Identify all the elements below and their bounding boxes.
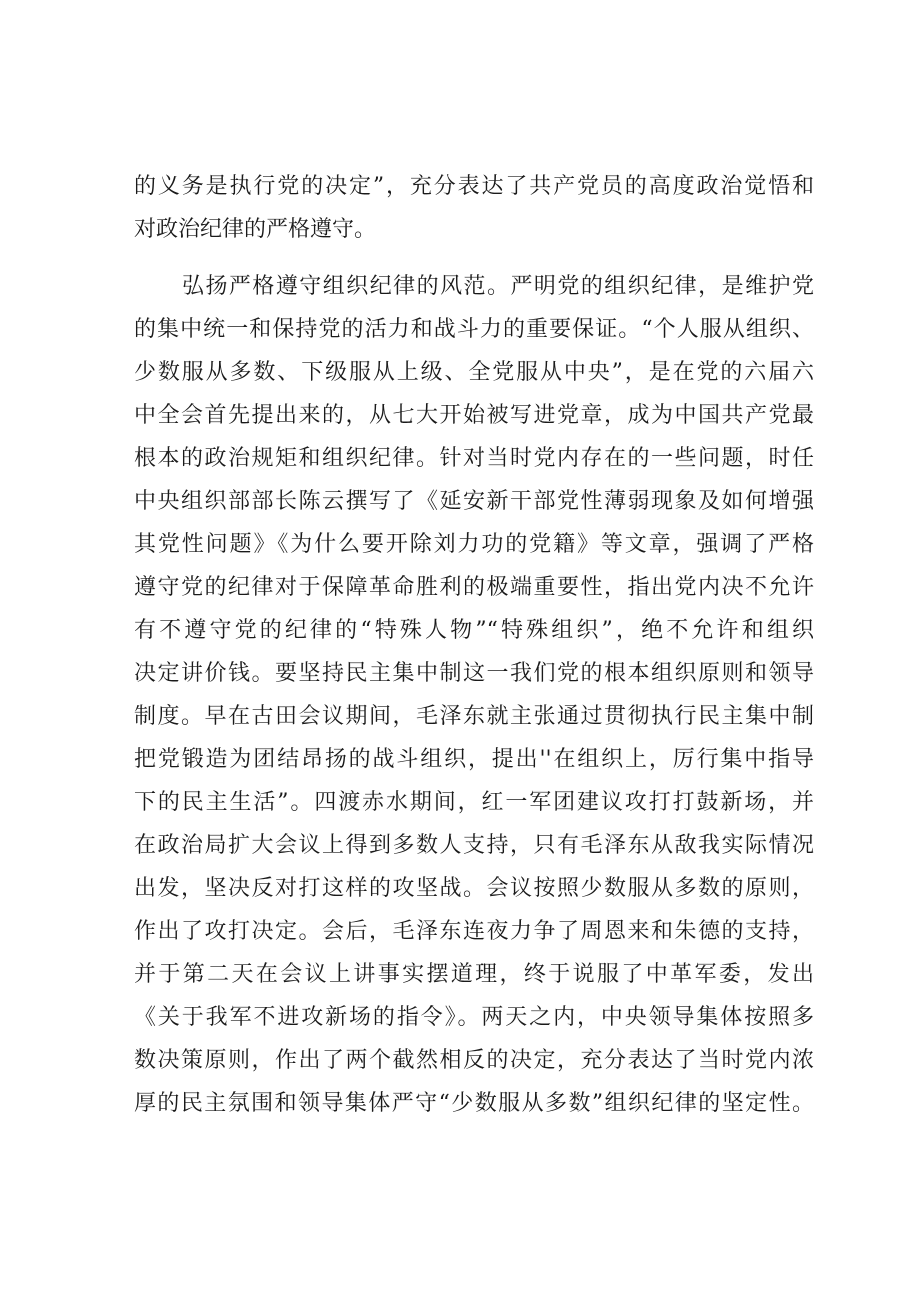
text-line: 在政治局扩大会议上得到多数人支持，只有毛泽东从敌我实际情况	[134, 833, 814, 858]
text-line: 决定讲价钱。要坚持民主集中制这一我们党的根本组织原则和领导	[134, 661, 814, 686]
text-line: 弘扬严格遵守组织纪律的风范。严明党的组织纪律，是维护党	[182, 274, 814, 299]
text-line: 的集中统一和保持党的活力和战斗力的重要保证。“个人服从组织、	[134, 317, 814, 342]
text-line: 数决策原则，作出了两个截然相反的决定，充分表达了当时党内浓	[134, 1048, 814, 1073]
text-line: 并于第二天在会议上讲事实摆道理，终于说服了中革军委，发出	[134, 962, 814, 987]
text-line: 少数服从多数、下级服从上级、全党服从中央”，是在党的六届六	[134, 360, 814, 385]
paragraph-spacer	[134, 251, 814, 265]
text-line: 作出了攻打决定。会后，毛泽东连夜力争了周恩来和朱德的支持，	[134, 919, 814, 944]
text-line: 把党锻造为团结昂扬的战斗组织，提出''在组织上，厉行集中指导	[134, 747, 814, 772]
text-line: 其党性问题》《为什么要开除刘力功的党籍》等文章，强调了严格	[134, 532, 814, 557]
text-line: 根本的政治规矩和组织纪律。针对当时党内存在的一些问题，时任	[134, 446, 814, 471]
text-line: 厚的民主氛围和领导集体严守“少数服从多数”组织纪律的坚定性。	[134, 1091, 814, 1116]
text-line: 下的民主生活”。四渡赤水期间，红一军团建议攻打打鼓新场，并	[134, 790, 814, 815]
paragraph-2	[134, 265, 814, 1125]
text-line: 中央组织部部长陈云撰写了《延安新干部党性薄弱现象及如何增强	[134, 489, 814, 514]
text-line: 制度。早在古田会议期间，毛泽东就主张通过贯彻执行民主集中制	[134, 704, 814, 729]
text-line: 遵守党的纪律对于保障革命胜利的极端重要性，指出党内决不允许	[134, 575, 814, 600]
text-line: 对政治纪律的严格遵守。	[134, 217, 377, 242]
text-line: 《关于我军不进攻新场的指令》。两天之内，中央领导集体按照多	[134, 1005, 814, 1030]
body-text	[134, 165, 814, 1125]
text-line: 中全会首先提出来的，从七大开始被写进党章，成为中国共产党最	[134, 403, 814, 428]
text-line: 的义务是执行党的决定”，充分表达了共产党员的高度政治觉悟和	[134, 174, 814, 199]
text-line: 有不遵守党的纪律的“特殊人物”“特殊组织”，绝不允许和组织	[134, 618, 814, 643]
text-line: 出发，坚决反对打这样的攻坚战。会议按照少数服从多数的原则，	[134, 876, 814, 901]
paragraph-1	[134, 165, 814, 251]
